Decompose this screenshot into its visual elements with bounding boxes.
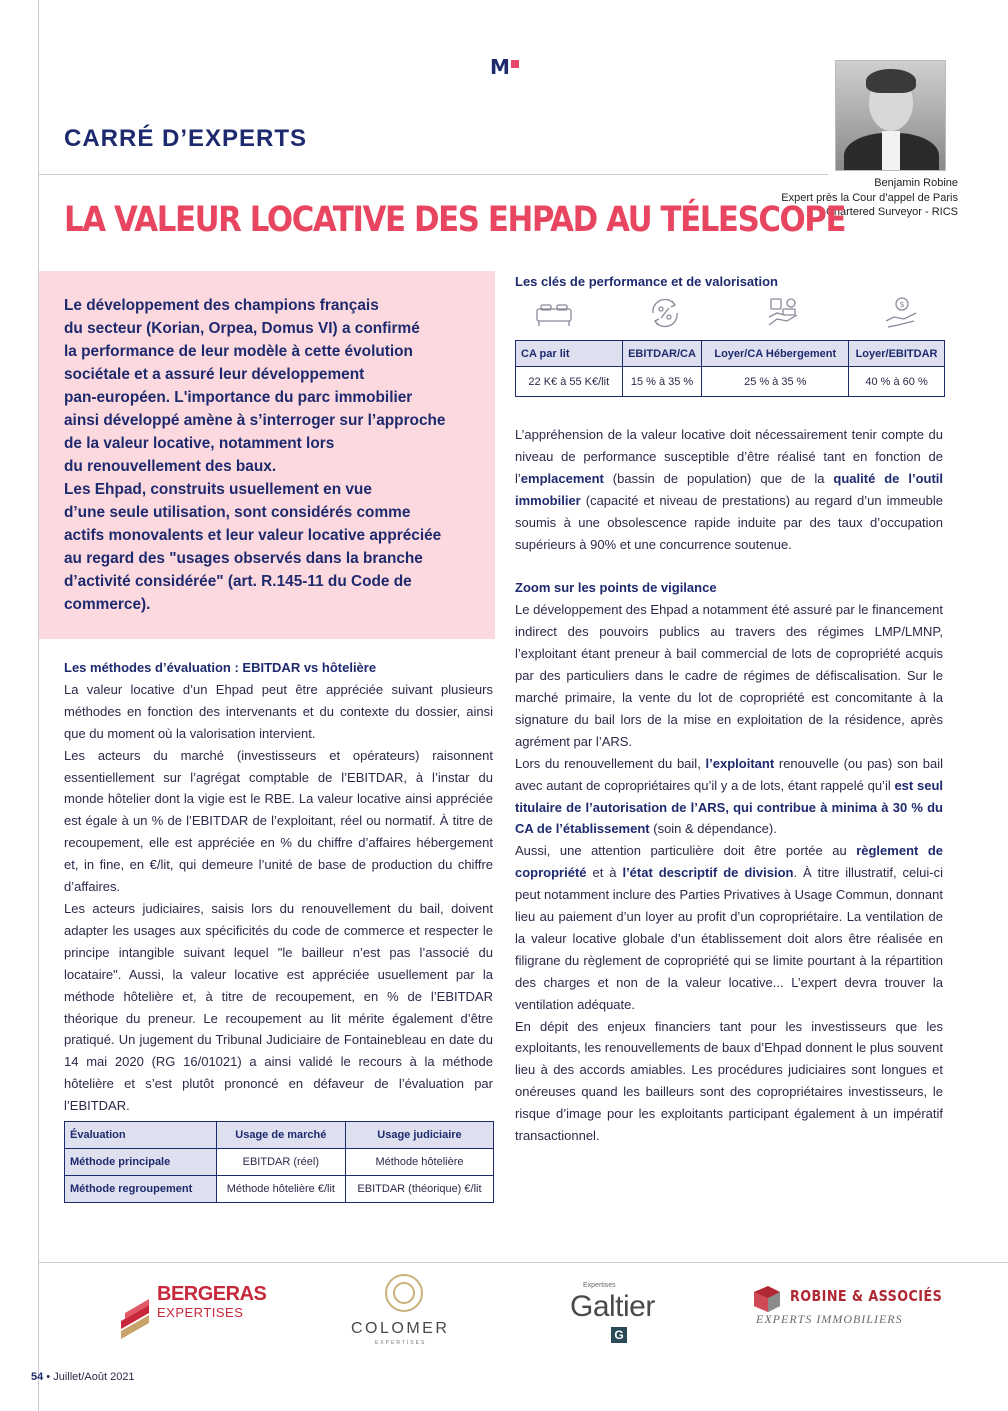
paragraph: Les acteurs judiciaires, saisis lors du renouvellement du bail, doivent adapter les usages aux spécificités du code de commerce et respecter le principe intangible suivant lequel "le bailleur n’est pas l’associé du locataire". Aussi, la valeur locative est appréciée usuellement par la méthode hôtelière et, à titre de recoupement, en % de l’EBITDAR théorique du preneur. Le recoupement au lit mérite également d’être pratiqué. Un jugement du Tribunal Judiciaire de Fontainebleau en date du 14 mai 2020 (RG 16/01021) a ainsi validé le recours à la méthode hôtelière et s’est plutôt prononcé en défaveur de l’évaluation par l’EBITDAR.: [64, 900, 493, 1114]
author-certification: Chartered Surveyor - RICS: [825, 206, 958, 218]
paragraph: En dépit des enjeux financiers tant pour les investisseurs que les exploitants, les renouvellements de baux d’Ehpad donnent le plus souvent lieu à des accords amiables. Les procédures judiciaires sont longues et onéreuses quand les bailleurs sont des copropriétaires investisseurs, le risque d’image pour les exploitants participant également à un impératif transactionnel.: [515, 1018, 943, 1144]
table-header: Évaluation: [65, 1122, 217, 1149]
right-column: [515, 424, 943, 1147]
magazine-logo: M: [490, 55, 519, 79]
table-cell: Méthode principale: [65, 1149, 217, 1176]
robine-logo: ROBINE & ASSOCIÉS EXPERTS IMMOBILIERS: [756, 1287, 943, 1326]
paragraph: Les acteurs du marché (investisseurs et opérateurs) raisonnent essentiellement sur l’agrégat comptable de l’EBITDAR, à l’instar du monde hôtelier dont la vigie est le RBE. La valeur locative ainsi appréciée est égale à un % de l’EBITDAR de l’exploitant, réel ou normatif. À titre de recoupement, elle est appréciée en % du chiffre d’affaires hébergement et, in fine, en €/lit, qui demeure l’unité de base de production du chiffre d’affaires.: [64, 747, 493, 895]
svg-text:$: $: [899, 300, 905, 309]
section-title: CARRÉ D’EXPERTS: [64, 125, 308, 152]
issue-date: • Juillet/Août 2021: [43, 1371, 135, 1383]
partners-rule: [38, 1262, 1008, 1263]
table-cell: 22 K€ à 55 K€/lit: [516, 367, 623, 397]
bed-icon: [532, 297, 576, 333]
colomer-logo: COLOMER EXPERTISES: [345, 1272, 465, 1352]
table-cell: EBITDAR (réel): [216, 1149, 345, 1176]
paragraph: Lors du renouvellement du bail, l’exploitant renouvelle (ou pas) son bail avec autant de copropriétaires qu’il y a de lots, étant rappelé qu’il est seul titulaire de l’autorisation de l’ARS, qui contribue à minima à 30 % du CA de l’établissement (soin & dépendance).: [515, 755, 943, 837]
table-cell: Méthode hôtelière €/lit: [216, 1176, 345, 1203]
table-cell: 25 % à 35 %: [702, 367, 849, 397]
intro-text: Le développement des champions français du secteur (Korian, Orpea, Domus VI) a confirmé la performance de leur modèle à cette évolution sociétale et a assuré leur développement pan-européen. L'importance du parc immobilier ainsi développé amène à s’interroger sur l’approche de la valeur locative, notamment lors du renouvellement des baux. Les Ehpad, construits usuellement en vue d’une seule utilisation, sont considérés comme actifs monovalents et leur valeur locative appréciée au regard des "usages observés dans la branche d’activité considérée" (art. R.145-11 du Code de commerce).: [64, 297, 446, 613]
dollar-hand-icon: [880, 295, 924, 331]
paragraph: Le développement des Ehpad a notamment été assuré par le financement indirect des pouvoirs publics au travers des régimes LMP/LMNP, l’exploitant étant preneur à bail commercial de lots de copropriété acquis par des particuliers dans le cadre de régimes de défiscalisation. Sur le marché primaire, la vente du lot de copropriété est concomitante à la signature du bail lors de la mise en exploitation de la résidence, après agrément par l’ARS.: [515, 602, 943, 749]
table-row: [516, 367, 945, 397]
vigilance-heading: Zoom sur les points de vigilance: [515, 580, 717, 596]
percent-cycle-icon: [643, 295, 687, 331]
left-column: [64, 657, 493, 1117]
page-number: 54: [31, 1371, 44, 1383]
table-cell: EBITDAR (théorique) €/lit: [345, 1176, 493, 1203]
author-photo: [835, 60, 946, 171]
table-header: Loyer/EBITDAR: [849, 341, 945, 367]
header-rule: [38, 174, 828, 175]
table-cell: 40 % à 60 %: [849, 367, 945, 397]
table-header: Usage judiciaire: [345, 1122, 493, 1149]
galtier-logo: Expertises Galtier G: [570, 1282, 655, 1342]
table-header: CA par lit: [516, 341, 623, 367]
intro-box: [39, 271, 495, 639]
performance-table: [515, 340, 945, 397]
table-header: Loyer/CA Hébergement: [702, 341, 849, 367]
performance-title: Les clés de performance et de valorisation: [515, 274, 778, 289]
table-row: [65, 1176, 494, 1203]
methods-heading: Les méthodes d’évaluation : EBITDAR vs hôtelière: [64, 660, 377, 675]
hand-coins-icon: [763, 295, 807, 331]
table-cell: Méthode hôtelière: [345, 1149, 493, 1176]
author-role: Expert près la Cour d’appel de Paris: [781, 191, 958, 204]
paragraph: L’appréhension de la valeur locative doit nécessairement tenir compte du niveau de performance susceptible d’être réalisé tant en fonction de l’emplacement (bassin de population) que de la qualité de l’outil immobilier (capacité et niveau de prestations) au regard d’un immeuble soumis à une obsolescence rapide induite par des taux d’occupation supérieurs à 90% et une concurrence soutenue.: [515, 427, 944, 552]
table-cell: Méthode regroupement: [65, 1176, 217, 1203]
page-footer: [31, 1371, 135, 1383]
left-margin-rule: [38, 0, 39, 1411]
evaluation-table: [64, 1121, 494, 1203]
table-cell: 15 % à 35 %: [622, 367, 702, 397]
table-header: EBITDAR/CA: [622, 341, 702, 367]
table-row: [65, 1149, 494, 1176]
bergeras-logo: BERGERAS EXPERTISES: [115, 1283, 275, 1343]
author-name: Benjamin Robine: [874, 177, 958, 189]
paragraph: La valeur locative d’un Ehpad peut être appréciée suivant plusieurs méthodes en fonction des intervenants et du contexte du dossier, ainsi que du moment où la valorisation intervient.: [64, 681, 493, 741]
table-header: Usage de marché: [216, 1122, 345, 1149]
article-headline: LA VALEUR LOCATIVE DES EHPAD AU TÉLESCOPE: [64, 200, 846, 240]
paragraph: Aussi, une attention particulière doit être portée au règlement de copropriété et à l’état descriptif de division. À titre illustratif, celui-ci peut notamment inclure des Parties Privatives à Usage Commun, donnant lieu au paiement d’un loyer au profit d’un copropriétaire. La ventilation de la valeur locative globale d’un établissement doit alors être réalisée en filigrane du règlement de copropriété qui se limite pourtant à la répartition des charges et non de la valeur locative... L’expert devra trouver la ventilation adéquate.: [515, 843, 944, 1012]
